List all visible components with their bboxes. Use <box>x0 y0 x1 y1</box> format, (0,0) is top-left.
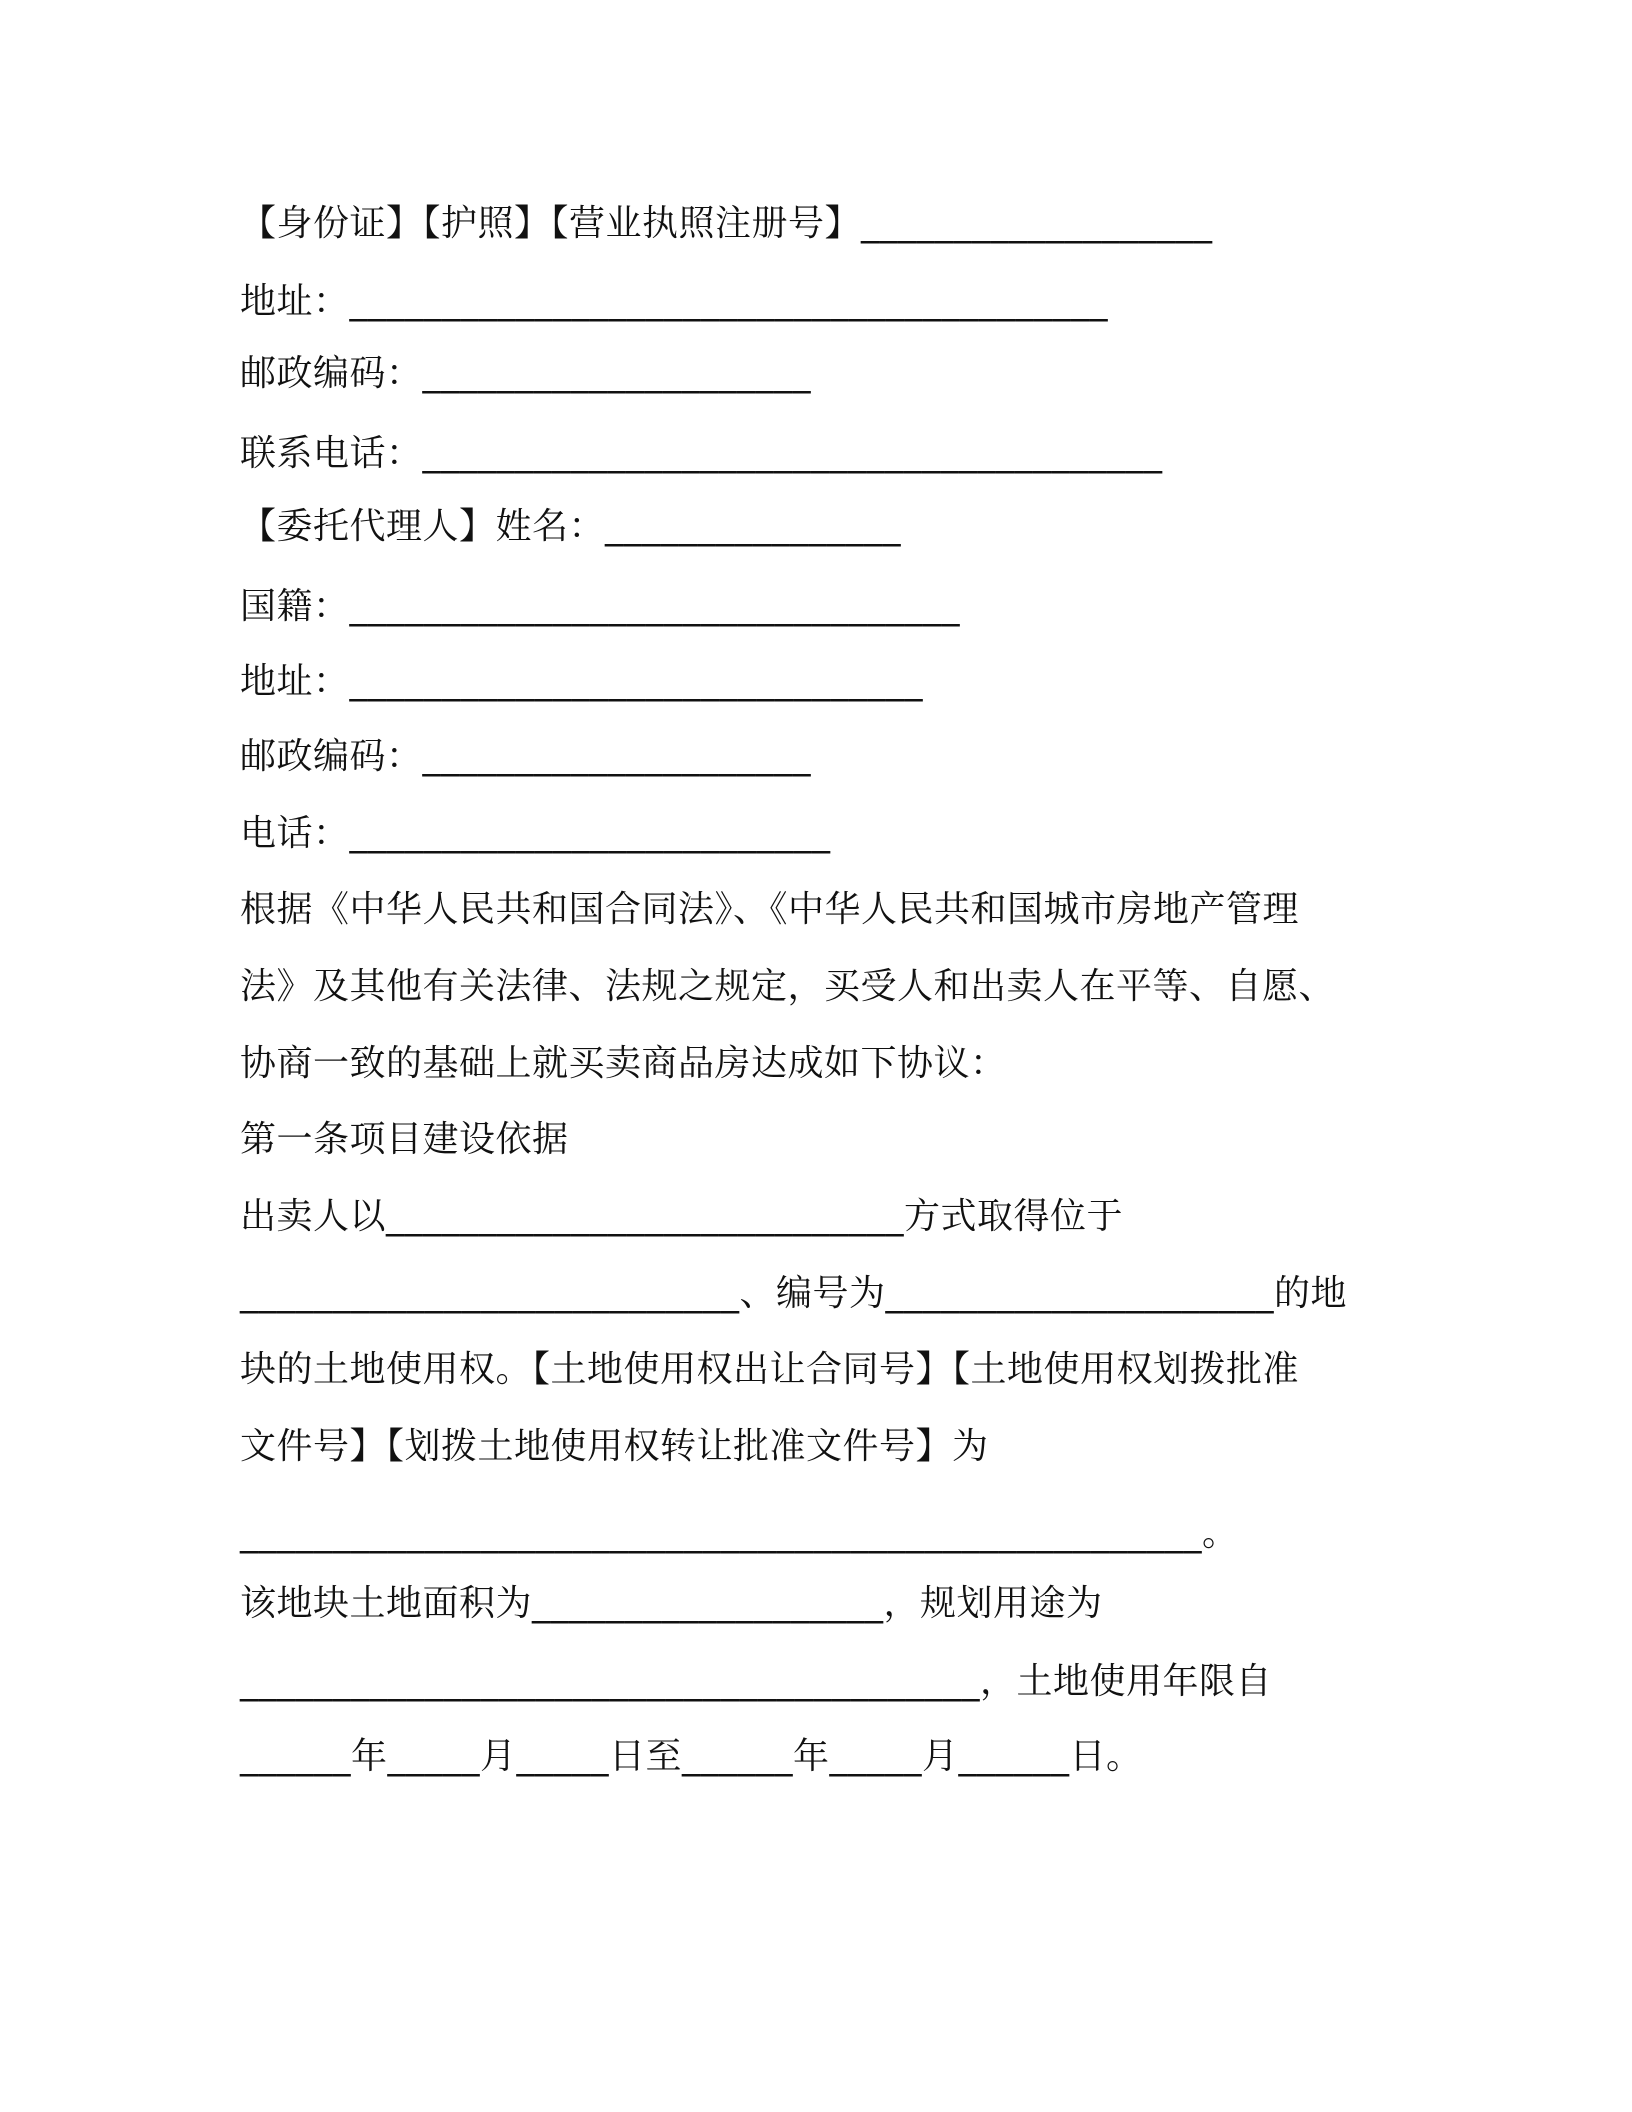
article-heading: 第一条项目建设依据 <box>240 1119 569 1160</box>
id-type-line: 【身份证】【护照】【营业执照注册号】___________________ <box>240 203 1213 244</box>
nationality-line: 国籍：_________________________________ <box>240 586 961 627</box>
agent-address-line: 地址：_______________________________ <box>240 661 924 702</box>
preamble-line-3: 协商一致的基础上就买卖商品房达成如下协议： <box>240 1043 1007 1084</box>
contact-phone-line: 联系电话：________________________________________ <box>240 433 1163 474</box>
article-text-line-7: ________________________________________，土地使用年限自 <box>240 1661 1273 1702</box>
agent-name-line: 【委托代理人】姓名：________________ <box>240 506 902 547</box>
article-text-line-3: 块的土地使用权。【土地使用权出让合同号】【土地使用权划拨批准 <box>240 1349 1300 1390</box>
article-text-line-1: 出卖人以____________________________方式取得位于 <box>240 1196 1124 1237</box>
article-text-line-4: 文件号】【划拨土地使用权转让批准文件号】为 <box>240 1426 989 1467</box>
article-text-line-8: ______年_____月_____日至______年_____月______日。 <box>240 1736 1143 1777</box>
article-text-line-5: ____________________________________________________。 <box>240 1513 1239 1554</box>
preamble-line-2: 法》及其他有关法律、法规之规定，买受人和出卖人在平等、自愿、 <box>240 966 1336 1007</box>
article-text-line-2: ___________________________、编号为_____________________的地 <box>240 1273 1347 1314</box>
article-text-line-6: 该地块土地面积为___________________，规划用途为 <box>240 1583 1103 1624</box>
preamble-line-1: 根据《中华人民共和国合同法》、《中华人民共和国城市房地产管理 <box>240 889 1300 930</box>
postal-code-line: 邮政编码：_____________________ <box>240 353 812 394</box>
agent-phone-line: 电话：__________________________ <box>240 813 831 854</box>
address-line: 地址：_________________________________________ <box>240 281 1109 322</box>
agent-postal-code-line: 邮政编码：_____________________ <box>240 736 812 777</box>
